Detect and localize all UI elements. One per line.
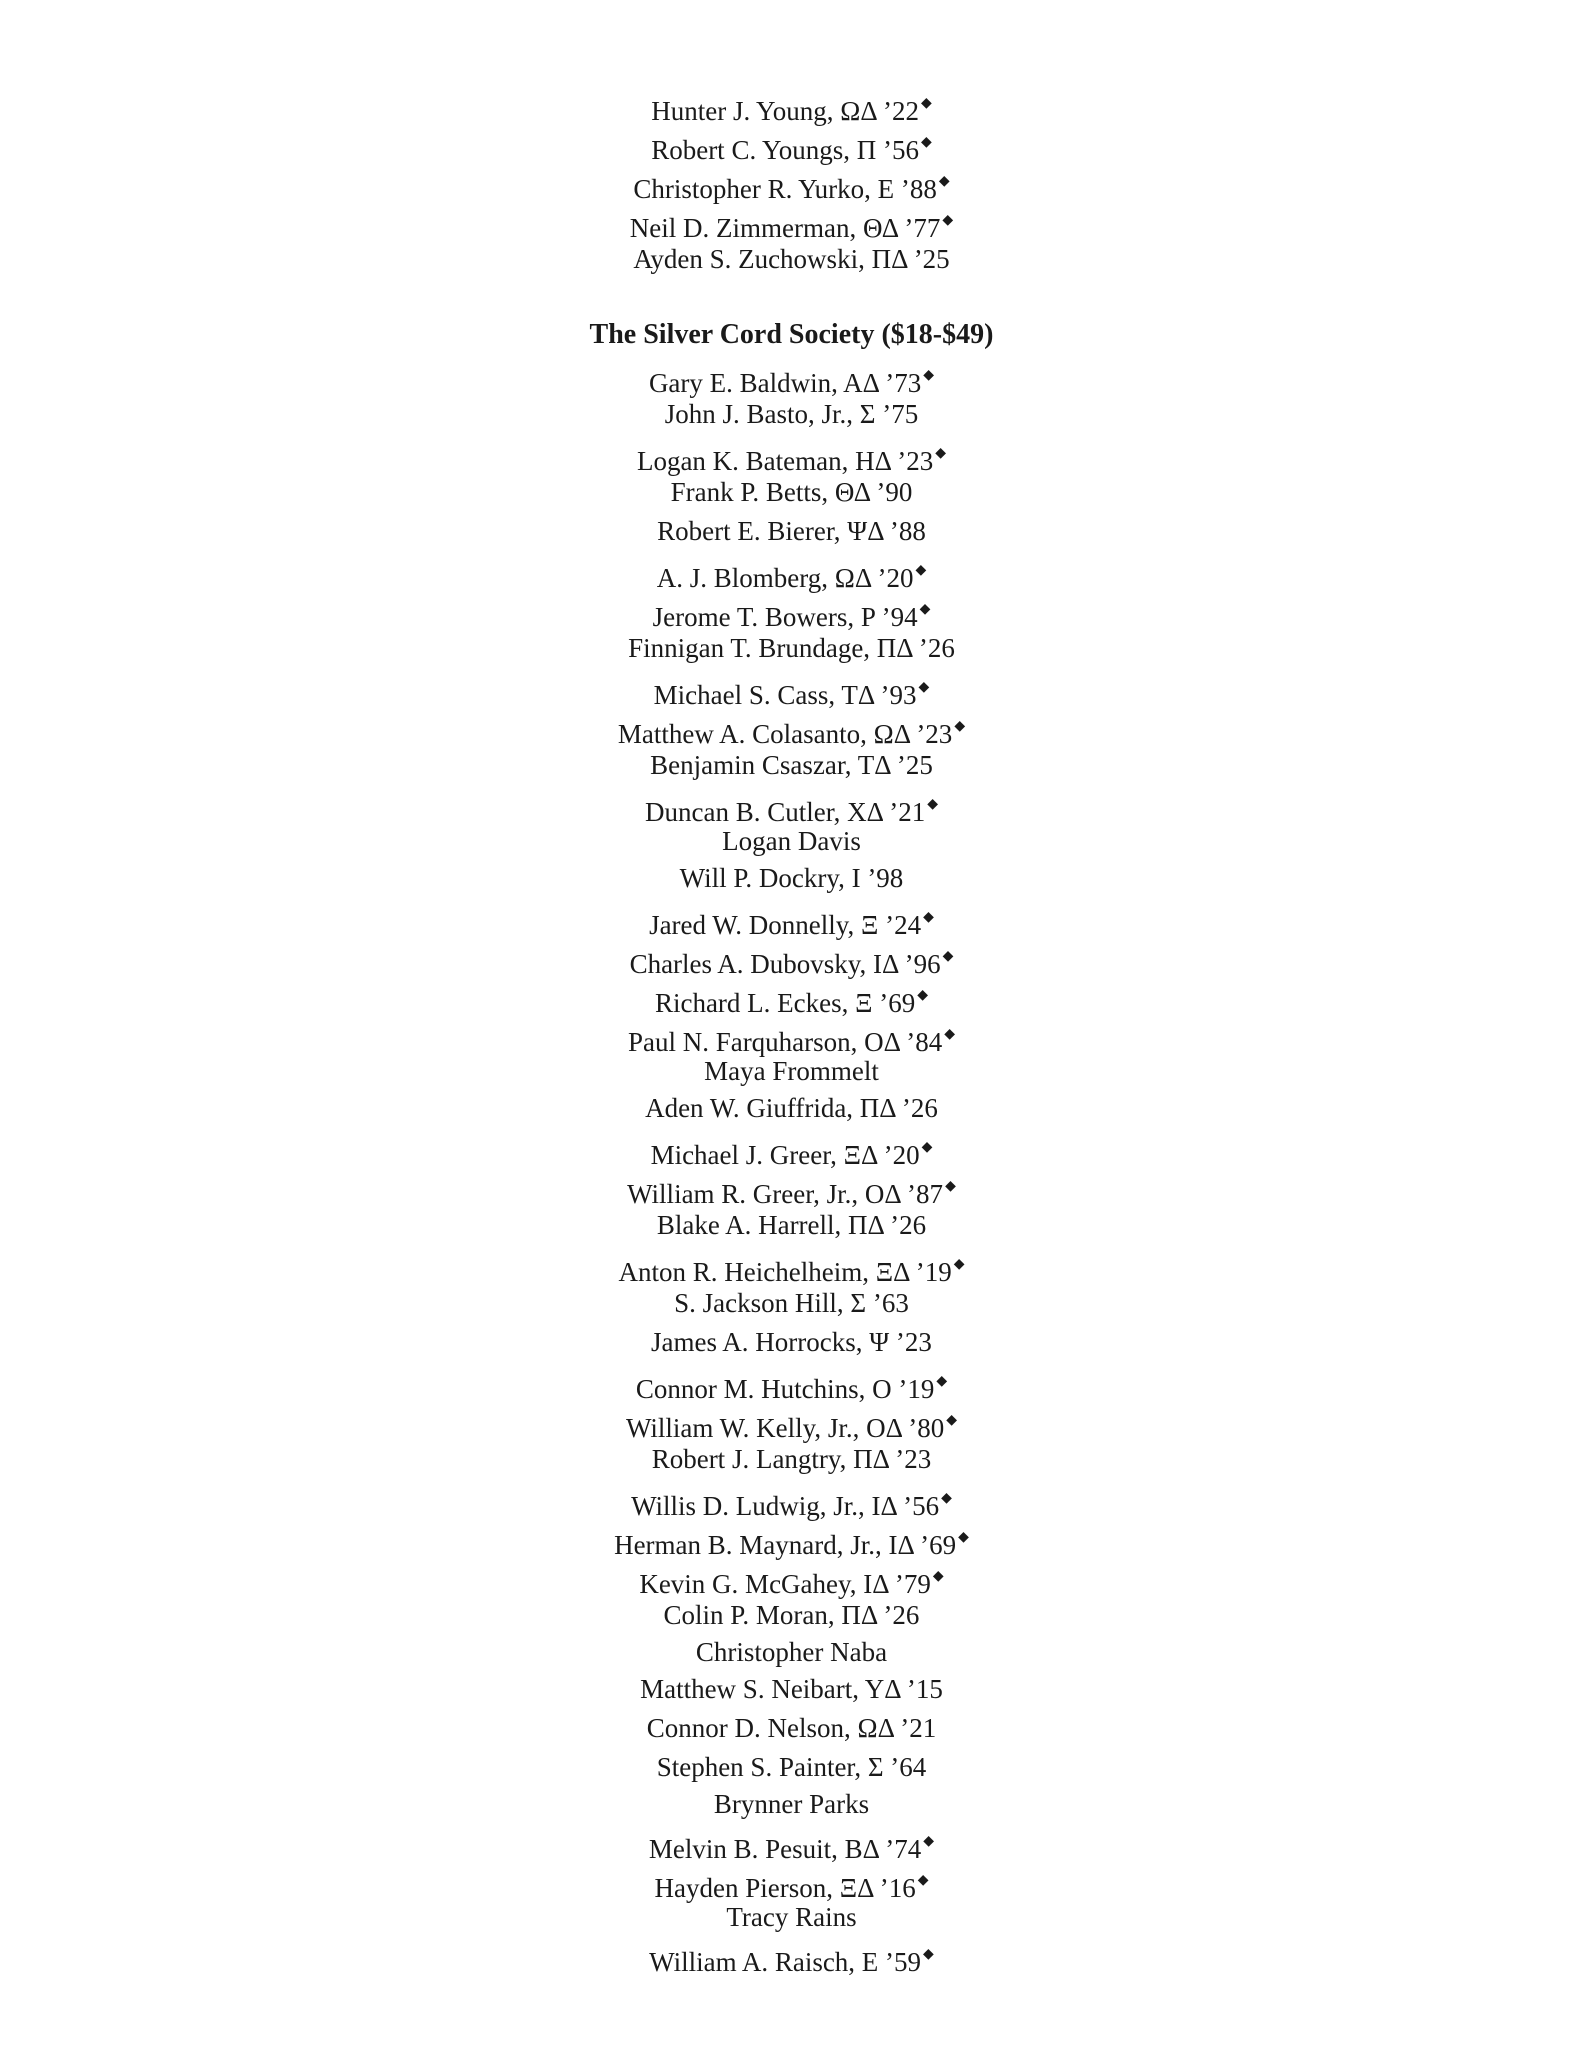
diamond-marker-icon: ◆ <box>932 1569 944 1584</box>
donor-entry <box>0 84 1583 126</box>
donor-name: Gary E. Baldwin, AΔ ’73 <box>648 368 922 398</box>
donor-entry <box>0 1440 1583 1479</box>
donor-entry <box>0 434 1583 476</box>
donor-list-continued <box>0 84 1583 279</box>
donor-entry <box>0 1054 1583 1089</box>
donor-name: Michael J. Greer, ΞΔ ’20 <box>650 1140 920 1170</box>
donor-entry <box>0 1245 1583 1287</box>
donor-entry <box>0 590 1583 632</box>
donor-name: John J. Basto, Jr., Σ ’75 <box>664 399 919 429</box>
donor-name: Melvin B. Pesuit, BΔ ’74 <box>648 1834 922 1864</box>
donor-name: Stephen S. Painter, Σ ’64 <box>656 1752 927 1782</box>
donor-name: Willis D. Ludwig, Jr., IΔ ’56 <box>631 1491 940 1521</box>
donor-entry <box>0 1596 1583 1635</box>
donor-entry <box>0 1128 1583 1170</box>
diamond-marker-icon: ◆ <box>942 213 954 228</box>
donor-entry <box>0 937 1583 979</box>
donor-entry <box>0 1935 1583 1977</box>
donor-entry <box>0 1635 1583 1670</box>
donor-entry <box>0 551 1583 593</box>
diamond-marker-icon: ◆ <box>944 1027 956 1042</box>
donor-entry <box>0 976 1583 1018</box>
donor-name: Finnigan T. Brundage, ΠΔ ’26 <box>628 633 955 663</box>
donor-entry <box>0 201 1583 243</box>
donor-name: Hayden Pierson, ΞΔ ’16 <box>654 1873 916 1903</box>
diamond-marker-icon: ◆ <box>942 949 954 964</box>
donor-name: Duncan B. Cutler, XΔ ’21 <box>644 797 926 827</box>
donor-entry <box>0 1479 1583 1521</box>
donor-name: Hunter J. Young, ΩΔ ’22 <box>651 96 919 126</box>
donor-name: Kevin G. McGahey, IΔ ’79 <box>639 1569 931 1599</box>
donor-entry <box>0 824 1583 859</box>
donor-name: Christopher R. Yurko, E ’88 <box>633 174 937 204</box>
diamond-marker-icon: ◆ <box>927 797 939 812</box>
diamond-marker-icon: ◆ <box>941 1491 952 1506</box>
donor-name: Robert E. Bierer, ΨΔ ’88 <box>657 516 926 546</box>
donor-name: Matthew A. Colasanto, ΩΔ ’23 <box>617 719 953 749</box>
diamond-marker-icon: ◆ <box>923 910 934 925</box>
diamond-marker-icon: ◆ <box>935 446 947 461</box>
diamond-marker-icon: ◆ <box>945 1179 956 1194</box>
donor-entry <box>0 162 1583 204</box>
diamond-marker-icon: ◆ <box>919 602 931 617</box>
donor-name: Connor D. Nelson, ΩΔ ’21 <box>646 1713 937 1743</box>
donor-entry <box>0 1670 1583 1709</box>
donor-entry <box>0 1709 1583 1748</box>
donor-name: Michael S. Cass, TΔ ’93 <box>653 680 917 710</box>
donor-name: S. Jackson Hill, Σ ’63 <box>674 1288 909 1318</box>
donor-entry <box>0 395 1583 434</box>
donor-name: Blake A. Harrell, ΠΔ ’26 <box>656 1210 927 1240</box>
donor-name: Logan Davis <box>722 826 861 856</box>
donor-entry <box>0 785 1583 827</box>
diamond-marker-icon: ◆ <box>918 680 930 695</box>
donor-name: Maya Frommelt <box>704 1056 879 1086</box>
donor-entry <box>0 1748 1583 1787</box>
donor-name: Richard L. Eckes, Ξ ’69 <box>654 988 916 1018</box>
diamond-marker-icon: ◆ <box>923 1834 935 1849</box>
donor-entry <box>0 473 1583 512</box>
donor-entry <box>0 1822 1583 1864</box>
diamond-marker-icon: ◆ <box>920 96 932 111</box>
donor-name: Jared W. Donnelly, Ξ ’24 <box>649 910 922 940</box>
diamond-marker-icon: ◆ <box>921 1140 933 1155</box>
donor-entry <box>0 1787 1583 1822</box>
donor-entry <box>0 240 1583 279</box>
donor-entry <box>0 1206 1583 1245</box>
donor-entry <box>0 356 1583 398</box>
donor-entry <box>0 629 1583 668</box>
donor-entry <box>0 1557 1583 1599</box>
diamond-marker-icon: ◆ <box>921 135 932 150</box>
donor-name: Tracy Rains <box>726 1902 857 1932</box>
silver-cord-society-list <box>0 356 1583 1977</box>
donor-entry <box>0 123 1583 165</box>
donor-name: Paul N. Farquharson, OΔ ’84 <box>627 1027 943 1057</box>
donor-entry <box>0 1089 1583 1128</box>
donor-entry <box>0 1284 1583 1323</box>
donor-name: Will P. Dockry, I ’98 <box>679 863 904 893</box>
donor-name: Brynner Parks <box>713 1789 870 1819</box>
diamond-marker-icon: ◆ <box>953 1257 965 1272</box>
donor-name: Matthew S. Neibart, YΔ ’15 <box>640 1674 943 1704</box>
donor-name: Logan K. Bateman, HΔ ’23 <box>636 446 934 476</box>
donor-name: Jerome T. Bowers, P ’94 <box>652 602 918 632</box>
donor-name: Charles A. Dubovsky, IΔ ’96 <box>629 949 941 979</box>
donor-name: Herman B. Maynard, Jr., IΔ ’69 <box>614 1530 957 1560</box>
donor-entry <box>0 1323 1583 1362</box>
donor-name: Connor M. Hutchins, O ’19 <box>635 1374 935 1404</box>
donor-entry <box>0 746 1583 785</box>
section-heading: The Silver Cord Society ($18-$49) <box>589 319 994 350</box>
donor-entry <box>0 707 1583 749</box>
donor-name: William A. Raisch, E ’59 <box>649 1947 922 1977</box>
donor-name: Robert J. Langtry, ΠΔ ’23 <box>651 1444 932 1474</box>
diamond-marker-icon: ◆ <box>936 1374 948 1389</box>
donor-entry <box>0 512 1583 551</box>
donor-name: William W. Kelly, Jr., OΔ ’80 <box>625 1413 945 1443</box>
diamond-marker-icon: ◆ <box>923 368 935 383</box>
diamond-marker-icon: ◆ <box>938 174 950 189</box>
donor-name: Anton R. Heichelheim, ΞΔ ’19 <box>618 1257 952 1287</box>
diamond-marker-icon: ◆ <box>923 1947 934 1962</box>
donor-name: Christopher Naba <box>695 1637 888 1667</box>
donor-entry <box>0 1401 1583 1443</box>
donor-entry <box>0 898 1583 940</box>
donor-name: Colin P. Moran, ΠΔ ’26 <box>663 1600 920 1630</box>
diamond-marker-icon: ◆ <box>917 1873 929 1888</box>
donor-name: Robert C. Youngs, Π ’56 <box>651 135 919 165</box>
donor-entry <box>0 1900 1583 1935</box>
donor-name: Aden W. Giuffrida, ΠΔ ’26 <box>645 1093 938 1123</box>
diamond-marker-icon: ◆ <box>915 563 927 578</box>
diamond-marker-icon: ◆ <box>917 988 929 1003</box>
donor-name: Frank P. Betts, ΘΔ ’90 <box>670 477 913 507</box>
donor-entry <box>0 1362 1583 1404</box>
donor-name: William R. Greer, Jr., OΔ ’87 <box>627 1179 944 1209</box>
diamond-marker-icon: ◆ <box>946 1413 958 1428</box>
donor-entry <box>0 1861 1583 1903</box>
donor-name: James A. Horrocks, Ψ ’23 <box>651 1327 932 1357</box>
donor-name: A. J. Blomberg, ΩΔ ’20 <box>656 563 914 593</box>
donor-name: Ayden S. Zuchowski, ΠΔ ’25 <box>633 244 950 274</box>
donor-entry <box>0 859 1583 898</box>
diamond-marker-icon: ◆ <box>958 1530 969 1545</box>
diamond-marker-icon: ◆ <box>954 719 966 734</box>
donor-entry <box>0 668 1583 710</box>
donor-entry <box>0 1518 1583 1560</box>
donor-entry <box>0 1015 1583 1057</box>
donor-name: Benjamin Csaszar, TΔ ’25 <box>650 750 933 780</box>
donor-name: Neil D. Zimmerman, ΘΔ ’77 <box>629 213 941 243</box>
donor-entry <box>0 1167 1583 1209</box>
